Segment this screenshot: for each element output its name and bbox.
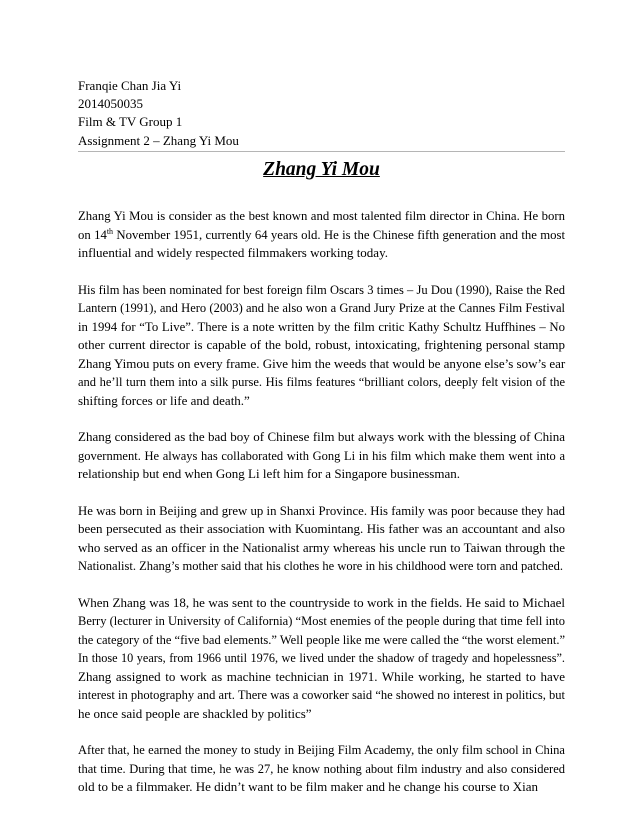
document-body [78,207,565,815]
body-paragraph [78,594,565,724]
ordinal-suffix: th [106,226,114,236]
paragraph-line: Zhang assigned to work as machine technician in 1971. While working, he started to have [78,668,565,684]
student-name: Franqie Chan Jia Yi [78,78,182,93]
paragraph-line: and he’ll turn them into a silk purse. His films features “brilliant colors, deeply felt vision of the [78,375,565,389]
line-text: November 1951, currently 64 years old. He is the Chinese fifth generation and the most [113,227,566,242]
paragraph-line: Lantern (1991), and Hero (2003) and he also won a Grand Jury Prize at the Cannes Film Festival [78,301,565,315]
paragraph-line: influential and widely respected filmmakers working today. [78,245,388,260]
paragraph-line: government. He always has collaborated with Gong Li in his film which make them went into a [78,448,565,463]
paragraph-line: After that, he earned the money to study in Beijing Film Academy, the only film school in China [78,743,565,757]
paragraph-line: relationship but end when Gong Li left him for a Singapore businessman. [78,466,460,481]
paragraph-line [78,226,565,245]
student-id: 2014050035 [78,96,143,112]
body-paragraph [78,207,565,263]
paragraph-line: he once said people are shackled by politics” [78,705,312,721]
paragraph-line: that time. During that time, he was 27, he know nothing about film industry and also considered [78,761,565,776]
paragraph-line: interest in photography and art. There was a coworker said “he showed no interest in politics, but [78,688,565,702]
line-text: on 14 [78,227,107,242]
paragraph-line: Zhang considered as the bad boy of Chinese film but always work with the blessing of China [78,429,565,444]
paragraph-line: In those 10 years, from 1966 until 1976, we lived under the shadow of tragedy and hopelessness”. [78,651,565,665]
assignment-label: Assignment 2 – Zhang Yi Mou [78,132,239,148]
header-divider [78,151,565,152]
body-paragraph [78,428,565,484]
paragraph-line: Berry (lecturer in University of California) “Most enemies of the people during that time fell into [78,614,565,628]
class-group: Film & TV Group 1 [78,114,183,130]
student-info-header [78,77,239,150]
paragraph-line: shifting forces or life and death.” [78,392,250,408]
paragraph-line: When Zhang was 18, he was sent to the countryside to work in the fields. He said to Michael [78,594,565,610]
paragraph-line: Zhang Yi Mou is consider as the best known and most talented film director in China. He born [78,209,565,223]
paragraph-line: been persecuted as their association with Kuomintang. His father was an accountant and also [78,521,565,536]
paragraph-line: His film has been nominated for best foreign film Oscars 3 times – Ju Dou (1990), Raise the Red [78,282,565,297]
paragraph-line: the category of the “five bad elements.” Well people like me were called the “the worst element.” [78,632,565,647]
document-title: Zhang Yi Mou [263,159,380,180]
paragraph-line: Nationalist. Zhang’s mother said that his clothes he wore in his childhood were torn and patched. [78,559,563,573]
paragraph-line: in 1994 for “To Live”. There is a note written by the film critic Kathy Schultz Huffhines – No [78,319,565,334]
body-paragraph [78,741,565,797]
paragraph-line: who served as an officer in the Nationalist army whereas his uncle run to Taiwan through the [78,539,565,555]
body-paragraph [78,281,565,411]
paragraph-line: other current director is capable of the bold, robust, intoxicating, frightening personal stamp [78,337,565,352]
paragraph-line: Zhang Yimou puts on every frame. Give him the weeds that would be anyone else’s sow’s ear [78,355,566,371]
paragraph-line: He was born in Beijing and grew up in Shanxi Province. His family was poor because they had [78,503,565,518]
body-paragraph [78,502,565,576]
paragraph-line: old to be a filmmaker. He didn’t want to be film maker and he change his course to Xian [78,779,539,794]
